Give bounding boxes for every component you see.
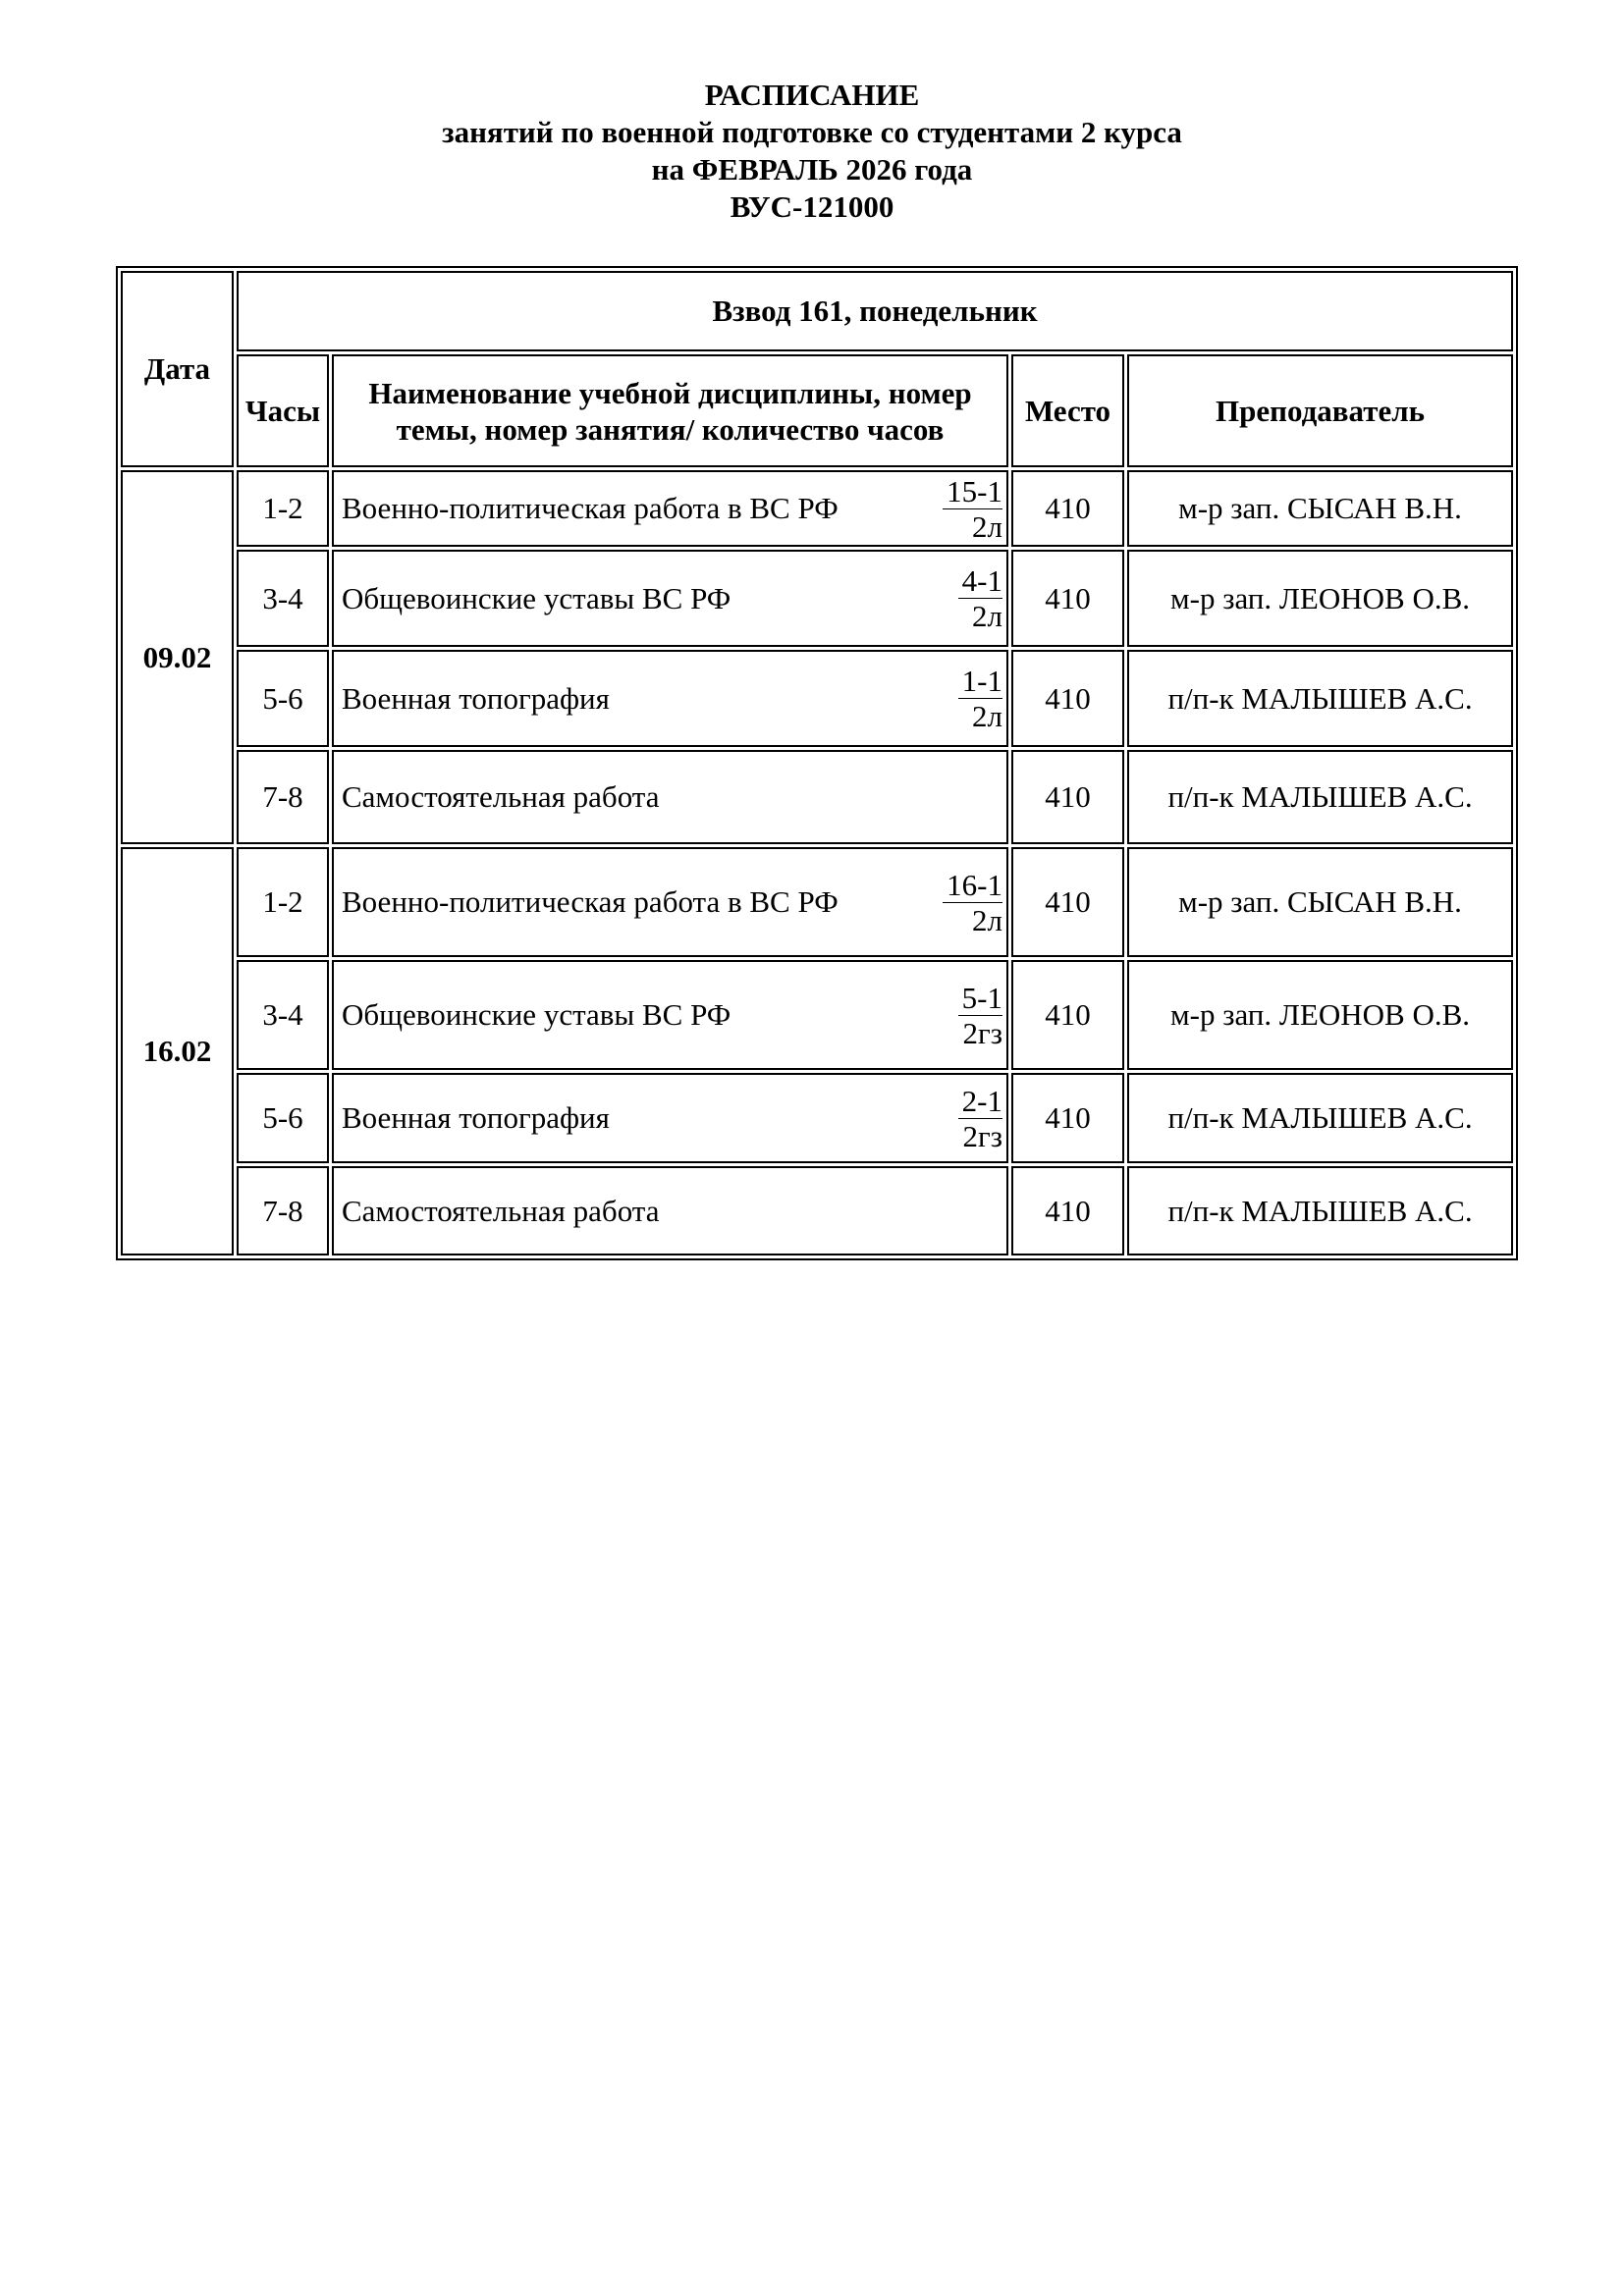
place-cell: 410 — [1011, 650, 1124, 747]
hours-cell: 1-2 — [237, 470, 329, 547]
topic-lesson-number: 1-1 — [958, 664, 1002, 699]
teacher-cell: п/п-к МАЛЫШЕВ А.С. — [1127, 1166, 1513, 1255]
place-cell: 410 — [1011, 960, 1124, 1070]
topic-lesson-number: 2-1 — [958, 1084, 1002, 1119]
place-cell: 410 — [1011, 1073, 1124, 1163]
column-header-hours: Часы — [237, 354, 329, 467]
place-cell: 410 — [1011, 750, 1124, 844]
header-row-platoon — [121, 271, 1513, 351]
header-row-columns — [121, 354, 1513, 467]
hours-type: 2гз — [962, 1015, 1002, 1050]
table-row — [121, 847, 1513, 957]
schedule-table — [116, 266, 1518, 1260]
subject-cell — [332, 1073, 1008, 1163]
hours-cell: 1-2 — [237, 847, 329, 957]
column-header-subject: Наименование учебной дисциплины, номер темы, номер занятия/ количество часов — [332, 354, 1008, 467]
date-cell: 09.02 — [121, 470, 234, 844]
subject-name: Общевоинские уставы ВС РФ — [342, 580, 731, 615]
topic-lesson-number: 16-1 — [943, 868, 1002, 903]
teacher-cell: м-р зап. ЛЕОНОВ О.В. — [1127, 960, 1513, 1070]
column-header-teacher: Преподаватель — [1127, 354, 1513, 467]
lesson-code — [942, 1084, 1002, 1153]
hours-type: 2гз — [962, 1118, 1002, 1153]
subject-name: Самостоятельная работа — [342, 1193, 660, 1228]
subject-name: Общевоинские уставы ВС РФ — [342, 997, 731, 1032]
hours-type: 2л — [972, 902, 1002, 937]
hours-cell: 3-4 — [237, 960, 329, 1070]
hours-cell: 7-8 — [237, 1166, 329, 1255]
table-row — [121, 750, 1513, 844]
hours-type: 2л — [972, 699, 1002, 733]
date-cell: 16.02 — [121, 847, 234, 1255]
hours-cell: 5-6 — [237, 1073, 329, 1163]
document-subtitle: занятий по военной подготовке со студентами 2 курса — [442, 115, 1182, 149]
subject-name: Военно-политическая работа в ВС РФ — [342, 491, 839, 525]
lesson-code — [942, 981, 1002, 1050]
lesson-code — [942, 563, 1002, 633]
topic-lesson-number: 4-1 — [958, 563, 1002, 599]
subject-cell — [332, 847, 1008, 957]
subject-name: Военная топография — [342, 1100, 610, 1135]
lesson-code — [942, 474, 1002, 544]
table-row — [121, 550, 1513, 647]
hours-type: 2л — [972, 508, 1002, 544]
document-header — [0, 77, 1624, 226]
subject-cell — [332, 470, 1008, 547]
platoon-header: Взвод 161, понедельник — [237, 271, 1513, 351]
place-cell: 410 — [1011, 470, 1124, 547]
document-period: на ФЕВРАЛЬ 2026 года — [651, 152, 973, 187]
teacher-cell: п/п-к МАЛЫШЕВ А.С. — [1127, 750, 1513, 844]
subject-name: Военно-политическая работа в ВС РФ — [342, 884, 839, 919]
hours-cell: 3-4 — [237, 550, 329, 647]
table-row — [121, 650, 1513, 747]
lesson-code — [942, 868, 1002, 937]
hours-cell: 7-8 — [237, 750, 329, 844]
hours-type: 2л — [972, 599, 1002, 633]
place-cell: 410 — [1011, 847, 1124, 957]
subject-name: Самостоятельная работа — [342, 779, 660, 814]
subject-name: Военная топография — [342, 680, 610, 716]
topic-lesson-number: 15-1 — [943, 474, 1002, 509]
table-row — [121, 960, 1513, 1070]
column-header-place: Место — [1011, 354, 1124, 467]
subject-cell — [332, 1166, 1008, 1255]
subject-cell — [332, 550, 1008, 647]
table-row — [121, 470, 1513, 547]
table-row — [121, 1073, 1513, 1163]
document-specialty: ВУС-121000 — [730, 189, 894, 224]
column-header-date: Дата — [121, 271, 234, 467]
table-row — [121, 1166, 1513, 1255]
teacher-cell: п/п-к МАЛЫШЕВ А.С. — [1127, 1073, 1513, 1163]
teacher-cell: п/п-к МАЛЫШЕВ А.С. — [1127, 650, 1513, 747]
hours-cell: 5-6 — [237, 650, 329, 747]
place-cell: 410 — [1011, 1166, 1124, 1255]
subject-cell — [332, 750, 1008, 844]
subject-cell — [332, 650, 1008, 747]
place-cell: 410 — [1011, 550, 1124, 647]
lesson-code — [942, 664, 1002, 733]
teacher-cell: м-р зап. СЫСАН В.Н. — [1127, 470, 1513, 547]
document-title: РАСПИСАНИЕ — [704, 78, 920, 112]
teacher-cell: м-р зап. СЫСАН В.Н. — [1127, 847, 1513, 957]
topic-lesson-number: 5-1 — [958, 981, 1002, 1016]
teacher-cell: м-р зап. ЛЕОНОВ О.В. — [1127, 550, 1513, 647]
subject-cell — [332, 960, 1008, 1070]
